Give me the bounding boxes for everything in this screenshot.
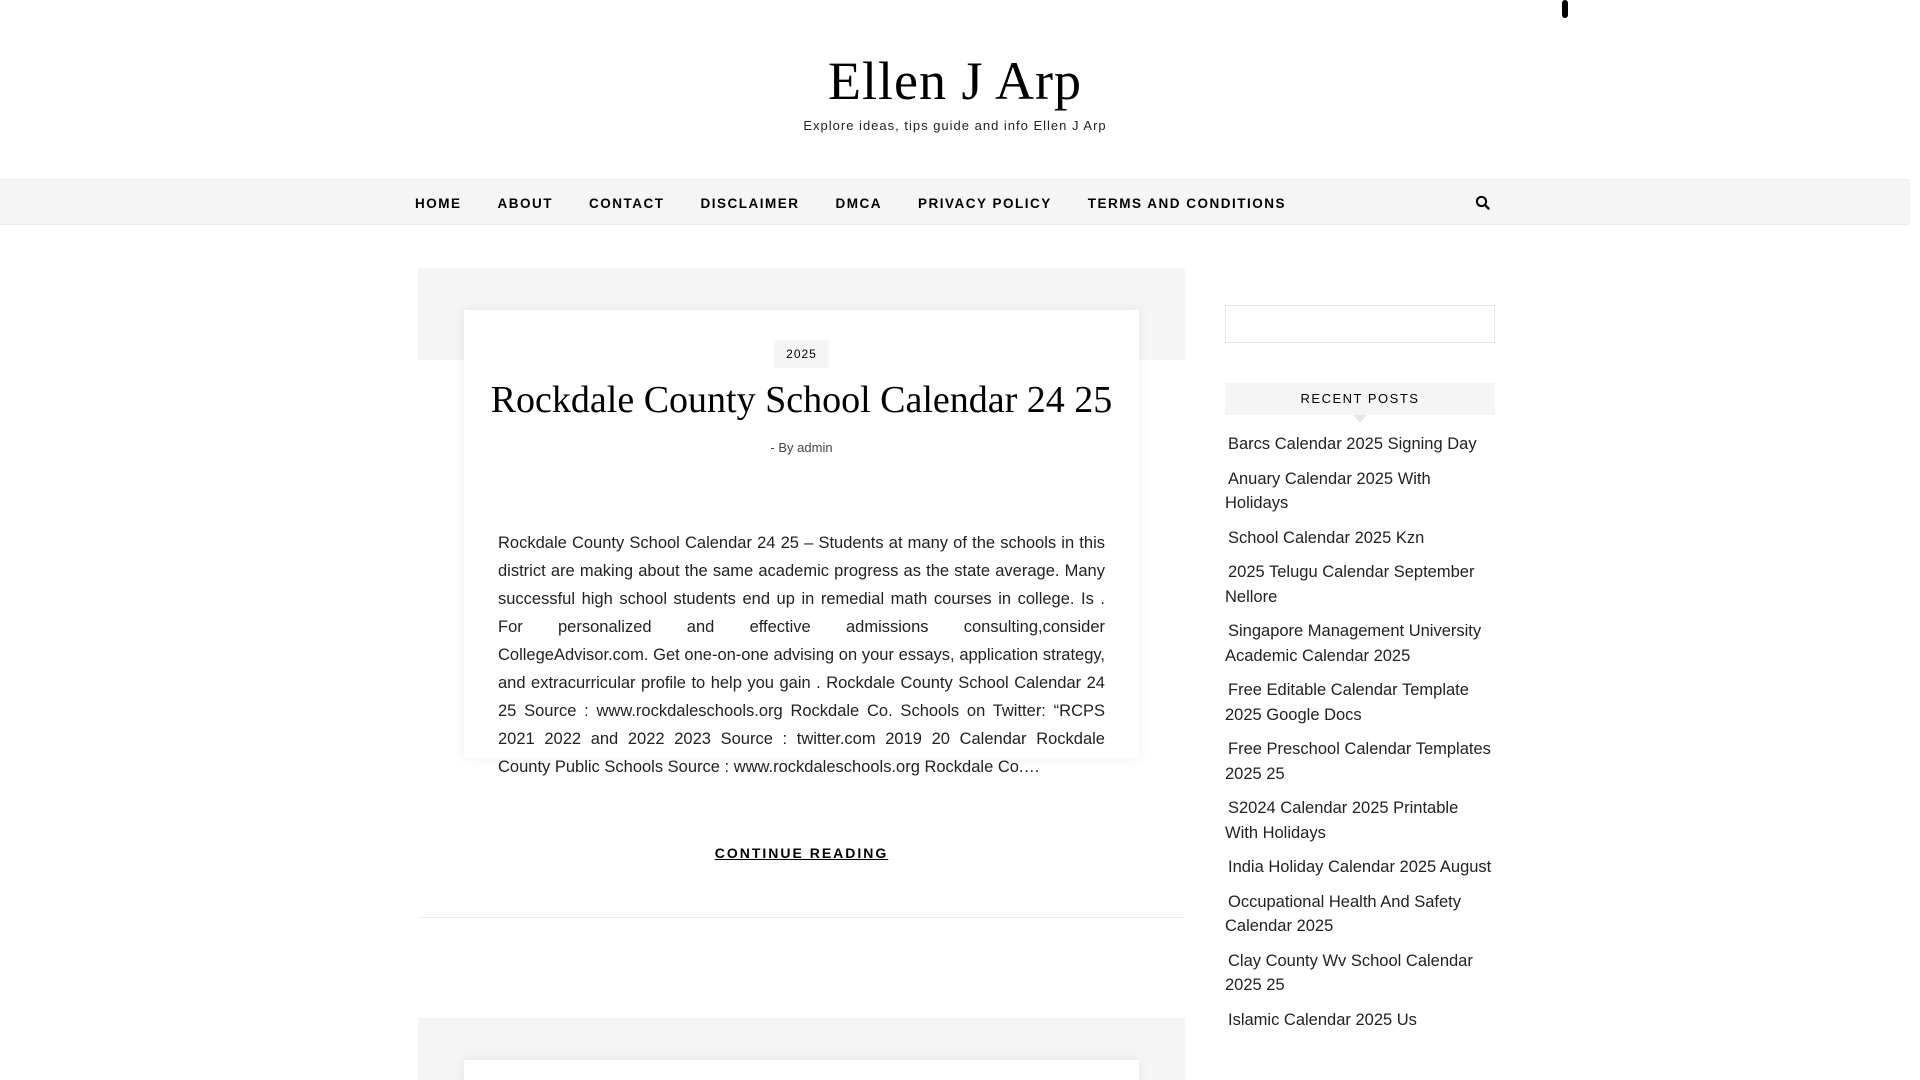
nav-menu [415, 180, 1322, 226]
recent-post-link[interactable]: Occupational Health And Safety Calendar 2025 [1225, 892, 1461, 935]
recent-post-link[interactable]: 2025 Telugu Calendar September Nellore [1225, 563, 1475, 606]
post-meta [464, 440, 1139, 455]
post-card [418, 268, 1185, 918]
widget-title-arrow [1353, 415, 1367, 423]
nav-item-home[interactable]: HOME [415, 195, 462, 211]
recent-posts-title: RECENT POSTS [1300, 391, 1420, 406]
post-title[interactable]: Rockdale County School Calendar 24 25 [490, 379, 1113, 421]
recent-post-link[interactable]: India Holiday Calendar 2025 August [1228, 858, 1492, 876]
nav-item-terms-and-conditions[interactable]: TERMS AND CONDITIONS [1087, 195, 1287, 211]
search-icon[interactable] [1474, 194, 1492, 212]
nav-item-dmca[interactable]: DMCA [835, 195, 882, 211]
site-header [0, 0, 1910, 178]
category-badge[interactable]: 2025 [774, 340, 829, 368]
nav-item-disclaimer[interactable]: DISCLAIMER [700, 195, 800, 211]
post-author-link[interactable]: admin [797, 440, 833, 455]
recent-post-link[interactable]: Free Preschool Calendar Templates 2025 25 [1225, 740, 1491, 783]
sidebar-search-input[interactable] [1225, 305, 1495, 343]
nav-item-contact[interactable]: CONTACT [589, 195, 665, 211]
scrollbar-gutter[interactable] [1910, 0, 1920, 1080]
recent-post-link[interactable]: Anuary Calendar 2025 With Holidays [1225, 469, 1431, 512]
recent-post-link[interactable]: Singapore Management University Academic Calendar 2025 [1225, 622, 1482, 665]
recent-post-link[interactable]: Free Editable Calendar Template 2025 Google Docs [1225, 681, 1469, 724]
nav-item-privacy-policy[interactable]: PRIVACY POLICY [918, 195, 1052, 211]
recent-post-link[interactable]: Barcs Calendar 2025 Signing Day [1228, 435, 1477, 453]
recent-post-link[interactable]: Clay County Wv School Calendar 2025 25 [1225, 951, 1473, 994]
post-excerpt: Rockdale County School Calendar 24 25 – Students at many of the schools in this district are making about the same academic progress as the state average. Many successful high school students end up in remedial math courses in college. Is . For personalized and effective admissions consulting,consider CollegeAdvisor.com. Get one-on-one advising on your essays, application strategy, and extracurricular profile to help you gain . Rockdale County School Calendar 24 25 Source : www.rockdaleschools.org Rockdale Co. Schools on Twitter: “RCPS 2021 2022 and 2022 2023 Source : twitter.com 2019 20 Calendar Rockdale County Public Schools Source : www.rockdaleschools.org Rockdale Co.… [498, 534, 1105, 776]
recent-post-link[interactable]: School Calendar 2025 Kzn [1228, 528, 1425, 547]
recent-post-link[interactable]: Islamic Calendar 2025 Us [1228, 1010, 1417, 1029]
post-meta-prefix: - By [770, 440, 798, 455]
recent-posts-header [1225, 383, 1495, 415]
recent-posts-list [1225, 432, 1495, 1042]
site-title[interactable]: Ellen J Arp [828, 51, 1082, 111]
next-post-card [418, 1018, 1185, 1080]
continue-reading-link[interactable]: CONTINUE READING [714, 845, 889, 861]
recent-post-link[interactable]: S2024 Calendar 2025 Printable With Holidays [1225, 799, 1459, 842]
next-post-header [464, 1060, 1139, 1080]
main-navigation [0, 179, 1910, 225]
site-tagline: Explore ideas, tips guide and info Ellen J Arp [803, 118, 1107, 133]
nav-item-about[interactable]: ABOUT [497, 195, 553, 211]
